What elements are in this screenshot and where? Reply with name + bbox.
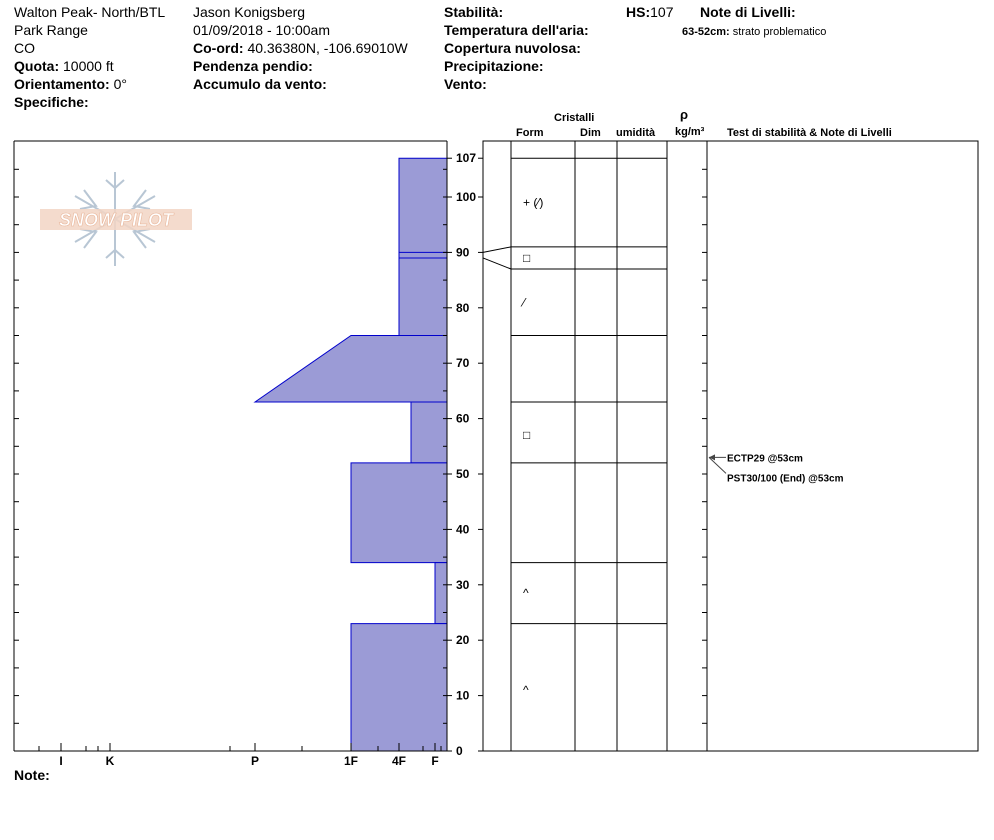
depth-tick-label: 20 xyxy=(456,633,470,648)
moisture-header: umidità xyxy=(616,127,656,139)
hardness-tick-label: 1F xyxy=(343,754,359,768)
crystals-header: Cristalli xyxy=(554,112,595,124)
wind-loading-label: Accumulo da vento: xyxy=(193,76,327,92)
elevation-value: 10000 ft xyxy=(63,58,114,74)
layer-note-range: 63-52cm: xyxy=(682,26,730,38)
coord-label: Co-ord: xyxy=(193,40,244,56)
observer: Jason Konigsberg xyxy=(193,4,306,20)
hardness-tick-label: I xyxy=(59,754,63,768)
depth-tick-label: 40 xyxy=(456,522,470,537)
crystal-table-frame xyxy=(483,141,978,751)
density-minor-ticks xyxy=(702,169,707,751)
depth-tick-label: 30 xyxy=(456,577,470,592)
hardness-tick-label: P xyxy=(250,754,260,768)
aspect-value: 0° xyxy=(113,76,127,92)
layer-connector-line xyxy=(483,247,511,253)
grain-form-symbol: ^ xyxy=(523,586,529,601)
depth-tick-label: 107 xyxy=(456,151,477,166)
hs-value: 107 xyxy=(650,4,674,20)
hs-label: HS: xyxy=(626,4,651,20)
depth-tick-label: 10 xyxy=(456,688,470,703)
depth-tick-label: 50 xyxy=(456,467,470,481)
grain-form-symbol: ^ xyxy=(523,683,529,698)
rho-header: ρ xyxy=(680,107,689,122)
grain-form-symbol: ⁄ xyxy=(523,295,526,310)
hardness-tick-label: K xyxy=(105,754,115,768)
datetime: 01/09/2018 - 10:00am xyxy=(193,22,330,38)
wind-label: Vento: xyxy=(444,76,487,92)
hardness-layer-bar xyxy=(399,158,447,335)
hardness-layer-bar xyxy=(255,336,447,402)
range: Park Range xyxy=(14,22,88,38)
precip-label: Precipitazione: xyxy=(444,58,544,74)
hardness-layer-bar xyxy=(351,463,447,563)
hardness-layer-bar xyxy=(435,563,447,624)
aspect-label: Orientamento: xyxy=(14,76,110,92)
hardness-layer-bar xyxy=(351,624,447,751)
hardness-layer-bar xyxy=(411,402,447,463)
depth-tick-label: 80 xyxy=(456,300,470,315)
depth-tick-label: 90 xyxy=(456,245,470,260)
depth-tick-label: 0 xyxy=(456,744,463,758)
cloud-label: Copertura nuvolosa: xyxy=(444,40,581,56)
size-header: Dim xyxy=(580,127,601,139)
form-header: Form xyxy=(516,127,544,139)
state: CO xyxy=(14,40,35,56)
grain-form-symbol: + (⁄) xyxy=(523,195,544,210)
stability-test-label: PST30/100 (End) @53cm xyxy=(727,473,844,485)
notes-label: Note: xyxy=(14,767,50,783)
stability-test-leader xyxy=(709,457,726,473)
hardness-tick-label: 4F xyxy=(391,754,407,768)
coord-value: 40.36380N, -106.69010W xyxy=(247,40,408,56)
depth-axis xyxy=(447,151,483,758)
stability-arrow-icon xyxy=(709,454,715,460)
slope-label: Pendenza pendio: xyxy=(193,58,313,74)
location: Walton Peak- North/BTL xyxy=(14,4,166,20)
specifics-label: Specifiche: xyxy=(14,94,89,110)
elevation-label: Quota: xyxy=(14,58,60,74)
depth-tick-label: 70 xyxy=(456,356,470,371)
depth-tick-label: 100 xyxy=(456,190,477,204)
stability-tests xyxy=(709,453,844,484)
layer-notes-label: Note di Livelli: xyxy=(700,4,796,20)
density-header: kg/m³ xyxy=(675,126,705,138)
logo-text: SNOW PILOT xyxy=(59,210,173,230)
grain-form-symbol: □ xyxy=(523,428,531,443)
hardness-tick-label: F xyxy=(431,754,439,768)
depth-tick-label: 60 xyxy=(456,411,470,426)
hardness-profile xyxy=(255,158,447,751)
grain-forms xyxy=(520,196,543,698)
stability-label: Stabilità: xyxy=(444,4,504,20)
stability-notes-header: Test di stabilità & Note di Livelli xyxy=(727,127,892,139)
stability-test-label: ECTP29 @53cm xyxy=(727,453,803,465)
layer-note-text: strato problematico xyxy=(732,26,827,38)
air-temp-label: Temperatura dell'aria: xyxy=(444,22,589,38)
grain-form-symbol: □ xyxy=(523,250,531,265)
layer-connector-line xyxy=(483,258,511,269)
